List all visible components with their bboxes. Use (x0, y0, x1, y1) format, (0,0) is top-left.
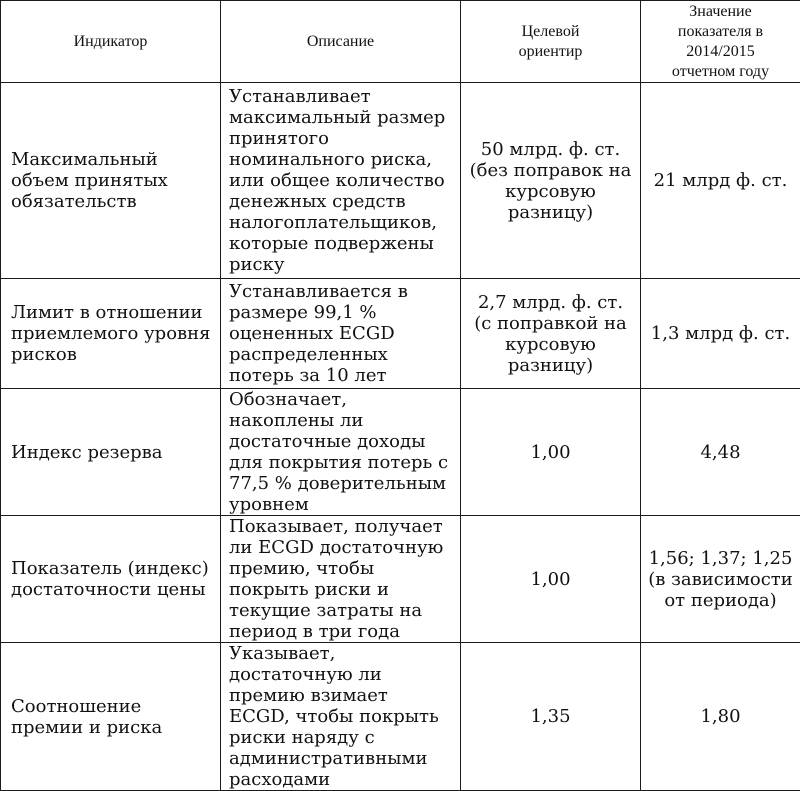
target-cell: 1,00 (461, 516, 641, 643)
table-row (1, 643, 800, 791)
indicator-cell: Максимальный объем принятых обязательств (1, 83, 221, 279)
target-cell: 2,7 млрд. ф. ст. (с поправкой на курсовую разницу) (461, 279, 641, 389)
description-cell: Показывает, получает ли ECGD достаточную премию, чтобы покрыть риски и текущие затраты на период в три года (221, 516, 461, 643)
description-cell: Обозначает, накоплены ли достаточные доходы для покрытия потерь с 77,5 % доверительным уровнем (221, 389, 461, 516)
target-cell: 1,00 (461, 389, 641, 516)
indicator-cell: Соотношение премии и риска (1, 643, 221, 791)
header-value: Значение показателя в 2014/2015 отчетном году (641, 1, 800, 83)
table-row (1, 279, 800, 389)
description-cell: Устанавливается в размере 99,1 % оцененных ECGD распределенных потерь за 10 лет (221, 279, 461, 389)
target-cell: 50 млрд. ф. ст. (без поправок на курсовую разницу) (461, 83, 641, 279)
description-cell: Устанавливает максимальный размер принятого номинального риска, или общее количество денежных средств налогоплательщиков, которые подвержены риску (221, 83, 461, 279)
header-indicator: Индикатор (1, 1, 221, 83)
header-target: Целевой ориентир (461, 1, 641, 83)
value-cell: 4,48 (641, 389, 800, 516)
value-cell: 21 млрд ф. ст. (641, 83, 800, 279)
value-cell: 1,3 млрд ф. ст. (641, 279, 800, 389)
header-description: Описание (221, 1, 461, 83)
description-cell: Указывает, достаточную ли премию взимает ECGD, чтобы покрыть риски наряду с административными расходами (221, 643, 461, 791)
indicator-cell: Индекс резерва (1, 389, 221, 516)
value-cell: 1,56; 1,37; 1,25 (в зависимости от периода) (641, 516, 800, 643)
target-cell: 1,35 (461, 643, 641, 791)
value-cell: 1,80 (641, 643, 800, 791)
table-row (1, 83, 800, 279)
indicator-cell: Показатель (индекс) достаточности цены (1, 516, 221, 643)
header-row (1, 1, 800, 83)
table-row (1, 516, 800, 643)
table-row (1, 389, 800, 516)
indicator-cell: Лимит в отношении приемлемого уровня рисков (1, 279, 221, 389)
